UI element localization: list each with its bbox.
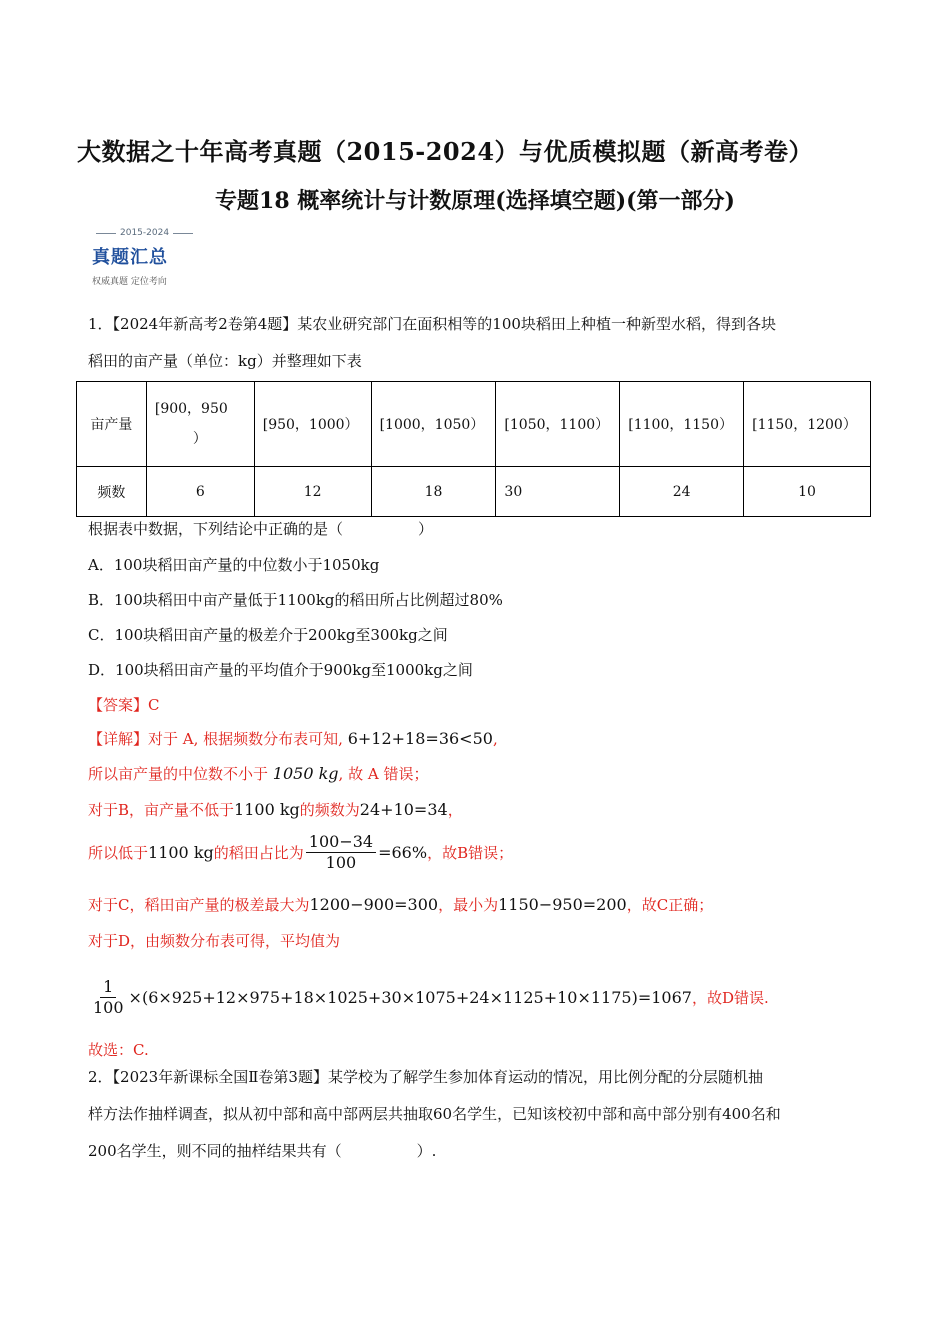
detail-line-1: 【详解】对于 A, 根据频数分布表可知, 6+12+18=36<50, [88,729,498,748]
detail-line-3: 对于B，亩产量不低于1100 kg的频数为24+10=34， [88,800,463,819]
table-cell: [1050，1100） [496,382,620,467]
fraction: $\frac{100-34}{100}$ [306,832,376,873]
q2-stem-line3: 200名学生，则不同的抽样结果共有（ ）. [88,1142,437,1160]
logo-sub-text: 权威真题 定位考向 [92,277,167,287]
q1-stem-line1: 1．【2024年新高考2卷第4题】某农业研究部门在面积相等的100块稻田上种植一种新型水稻，得到各块 [88,315,776,333]
q1-option-d: D．100块稻田亩产量的平均值介于900kg至1000kg之间 [88,661,473,679]
row-header-frequency: 频数 [77,467,147,517]
table-cell: [950，1000） [254,382,371,467]
q1-option-c: C．100块稻田亩产量的极差介于200kg至300kg之间 [88,626,448,644]
table-cell: 18 [371,467,496,517]
table-cell: 30 [496,467,620,517]
fraction: $\frac{1}{100}$ [93,977,124,1017]
q1-prompt: 根据表中数据，下列结论中正确的是（ ） [88,520,434,538]
table-cell: 6 [146,467,254,517]
row-header-yield: 亩产量 [77,382,147,467]
frequency-table [76,381,871,517]
document-title: 大数据之十年高考真题（2015-2024）与优质模拟题（新高考卷） [76,137,814,166]
table-cell: [1000，1050） [371,382,496,467]
q1-option-a: A．100块稻田亩产量的中位数小于1050kg [88,556,380,574]
table-cell: 12 [254,467,371,517]
q2-stem-line2: 样方法作抽样调查，拟从初中部和高中部两层共抽取60名学生，已知该校初中部和高中部分别有400名和 [88,1105,781,1123]
detail-line-4: 所以低于 1100 kg 的稻田占比为 $\frac{100-34}{100}$ =66% ，故B错误； [88,832,514,872]
detail-line-6: 对于D，由频数分布表可得，平均值为 [88,932,341,950]
table-cell: [1150，1200） [744,382,871,467]
logo-main-text: 真题汇总 [92,247,168,268]
table-cell: 10 [744,467,871,517]
q2-stem-line1: 2．【2023年新课标全国Ⅱ卷第3题】某学校为了解学生参加体育运动的情况，用比例分配的分层随机抽 [88,1068,763,1086]
table-cell: 24 [620,467,744,517]
logo-years: 2015-2024 [120,228,170,238]
detail-line-2: 所以亩产量的中位数不小于 1050 kg, 故 A 错误； [88,764,429,783]
detail-line-5: 对于C，稻田亩产量的极差最大为1200−900=300，最小为1150−950=200，故C正确； [88,895,714,914]
table-row [77,382,871,467]
section-logo [92,228,204,290]
q1-conclusion: 故选：C. [88,1041,149,1059]
q1-option-b: B．100块稻田中亩产量低于1100kg的稻田所占比例超过80% [88,591,503,609]
table-cell: [900，950 ） [146,382,254,467]
q1-answer: 【答案】C [88,696,160,714]
document-subtitle: 专题18 概率统计与计数原理(选择填空题)(第一部分) [215,188,735,214]
table-cell: [1100，1150） [620,382,744,467]
table-row [77,467,871,517]
detail-line-7: $\frac{1}{100}$ ×(6×925+12×975+18×1025+30×1075+24×1125+10×1175)=1067 ，故D错误. [88,977,769,1018]
q1-stem-line2: 稻田的亩产量（单位：kg）并整理如下表 [88,352,362,370]
